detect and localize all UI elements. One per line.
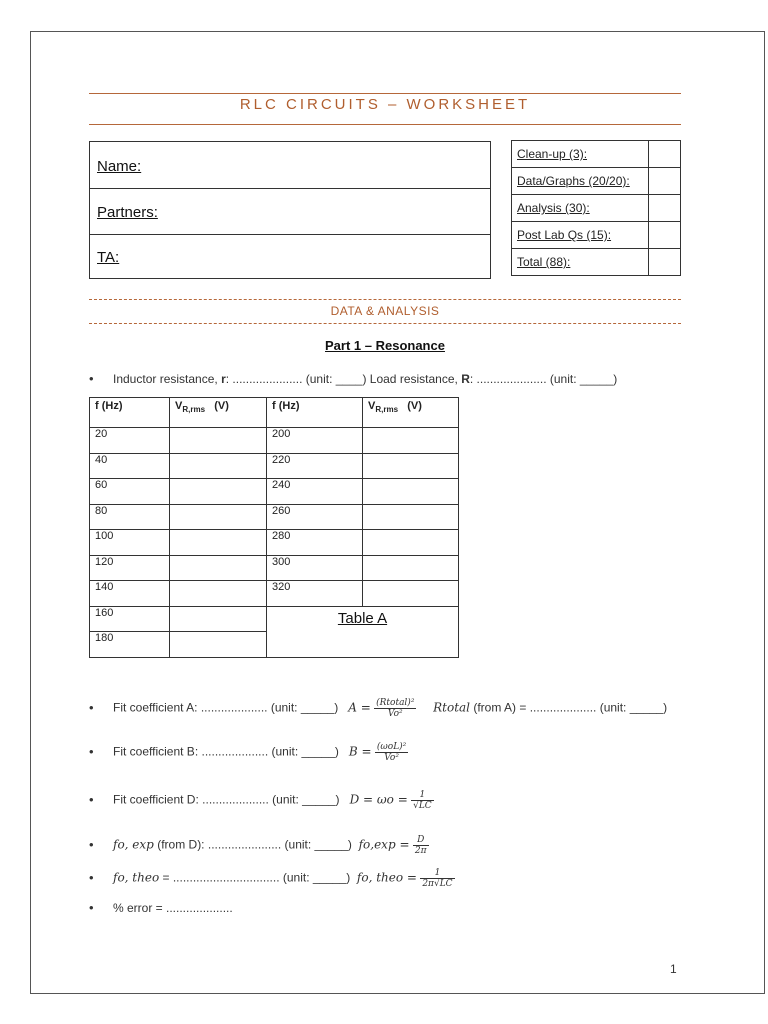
grading-score-total[interactable]: [649, 249, 681, 276]
f-exp-text: (from D): ...................... (unit: _____): [153, 837, 352, 852]
section-rule-bottom: [89, 323, 681, 324]
table-row: [90, 428, 459, 454]
freq-cell: 300: [267, 555, 363, 581]
fraction-numerator: (Rtotal)²: [376, 698, 415, 708]
voltage-cell[interactable]: [170, 632, 267, 658]
fraction-numerator: 1: [411, 790, 434, 801]
header-subscript: R,rms: [375, 405, 399, 415]
fit-b-line: [89, 742, 408, 763]
bullet-icon: •: [89, 699, 94, 715]
student-info-box: [89, 141, 491, 279]
grading-row: [512, 168, 681, 195]
table-row: [90, 581, 459, 607]
worksheet-title: RLC CIRCUITS – WORKSHEET: [239, 96, 531, 113]
f-exp-symbol: fo, exp: [113, 837, 154, 852]
resonance-data-table: [89, 397, 459, 658]
fraction-denominator: 2π√LC: [422, 879, 453, 889]
freq-cell: 40: [90, 453, 170, 479]
f-theo-symbol: fo, theo: [113, 870, 160, 885]
voltage-cell[interactable]: [363, 530, 459, 556]
fraction-numerator: 1: [420, 868, 454, 879]
grading-row: [512, 141, 681, 168]
fraction-denominator: Vo²: [387, 709, 403, 719]
fit-a-label: Fit coefficient A: .................... (unit: _____): [113, 700, 339, 715]
freq-cell: 140: [90, 581, 170, 607]
resistance-text: Inductor resistance,: [113, 372, 222, 386]
f-theo-formula-lhs: fo, theo =: [356, 870, 417, 885]
fraction-numerator: D: [413, 835, 429, 846]
fit-a-fraction: [374, 698, 416, 719]
part-title: Part 1 – Resonance: [325, 338, 445, 353]
freq-cell: 260: [267, 504, 363, 530]
bullet-icon: •: [89, 900, 94, 915]
freq-cell: 60: [90, 479, 170, 505]
fraction-denominator: Vo²: [384, 753, 399, 763]
fit-b-formula-lhs: B =: [348, 744, 372, 759]
f-exp-formula-lhs: fo,exp =: [358, 837, 410, 852]
grading-row: [512, 195, 681, 222]
partners-label: Partners:: [97, 204, 158, 221]
ta-row[interactable]: [90, 234, 490, 280]
freq-cell: 160: [90, 606, 170, 632]
grading-label-analysis: Analysis (30):: [512, 195, 649, 222]
voltage-cell[interactable]: [363, 479, 459, 505]
freq-cell: 240: [267, 479, 363, 505]
f-theo-line: [89, 868, 455, 889]
table-caption: Table A: [337, 609, 388, 627]
voltage-cell[interactable]: [363, 453, 459, 479]
bullet-icon: •: [89, 836, 94, 852]
fit-d-line: [89, 790, 434, 811]
bullet-icon: •: [89, 869, 94, 885]
grading-label-post-lab: Post Lab Qs (15):: [512, 222, 649, 249]
bullet-icon: •: [89, 371, 94, 386]
grading-table: [511, 140, 681, 276]
fit-d-fraction: [411, 790, 434, 811]
section-heading: DATA & ANALYSIS: [330, 304, 440, 318]
resistance-text: : ..................... (unit: _____): [469, 372, 618, 386]
freq-cell: 80: [90, 504, 170, 530]
fit-d-label: Fit coefficient D: .................... (unit: _____): [113, 792, 340, 807]
grading-label-cleanup: Clean-up (3):: [512, 141, 649, 168]
freq-cell: 200: [267, 428, 363, 454]
voltage-cell[interactable]: [363, 504, 459, 530]
freq-cell: 120: [90, 555, 170, 581]
partners-row[interactable]: [90, 188, 490, 234]
f-exp-line: [89, 835, 429, 856]
resistance-line: [89, 371, 617, 386]
freq-cell: 180: [90, 632, 170, 658]
table-row: [90, 504, 459, 530]
freq-cell: 20: [90, 428, 170, 454]
resistance-text: : ..................... (unit: ____) Load resistance,: [225, 372, 462, 386]
section-rule-top: [89, 299, 681, 300]
voltage-cell[interactable]: [170, 606, 267, 632]
f-exp-fraction: [413, 835, 429, 856]
voltage-cell[interactable]: [170, 530, 267, 556]
header-vr-right: $V_{R,rms}$ (V): [363, 398, 459, 428]
grading-label-data-graphs: Data/Graphs (20/20):: [512, 168, 649, 195]
fit-d-formula-lhs: D = ωo =: [349, 792, 408, 807]
header-f-right: f (Hz): [267, 398, 363, 428]
grading-label-total: Total (88):: [512, 249, 649, 276]
freq-cell: 280: [267, 530, 363, 556]
freq-cell: 320: [267, 581, 363, 607]
f-theo-text: = ................................ (unit: _____): [159, 870, 351, 885]
header-vr-left: $V_{R,rms}$ (V): [170, 398, 267, 428]
voltage-cell[interactable]: [363, 555, 459, 581]
table-row: [90, 606, 459, 632]
R-symbol: R: [461, 372, 470, 386]
voltage-cell[interactable]: [170, 428, 267, 454]
bullet-icon: •: [89, 791, 94, 807]
grading-row: [512, 249, 681, 276]
name-row[interactable]: [90, 142, 490, 188]
grading-score-data-graphs[interactable]: [649, 168, 681, 195]
grading-score-cleanup[interactable]: [649, 141, 681, 168]
name-label: Name:: [97, 158, 142, 175]
percent-error-label: % error = ....................: [113, 901, 233, 915]
f-theo-fraction: [420, 868, 454, 889]
table-row: [90, 479, 459, 505]
fraction-denominator: √LC: [413, 801, 432, 811]
header-f-left: f (Hz): [90, 398, 170, 428]
grading-score-post-lab[interactable]: [649, 222, 681, 249]
page-number: 1: [670, 962, 677, 976]
voltage-cell[interactable]: [170, 504, 267, 530]
table-row: [90, 530, 459, 556]
voltage-cell[interactable]: [363, 581, 459, 607]
ta-label: TA:: [97, 249, 120, 266]
voltage-cell[interactable]: [170, 453, 267, 479]
r-symbol: r: [221, 372, 226, 386]
grading-row: [512, 222, 681, 249]
table-row: [90, 453, 459, 479]
title-rule-top: [89, 93, 681, 94]
freq-cell: 220: [267, 453, 363, 479]
voltage-cell[interactable]: [170, 555, 267, 581]
fit-b-label: Fit coefficient B: .................... (unit: _____): [113, 744, 339, 759]
title-rule-bottom: [89, 124, 681, 125]
fit-a-line: [89, 698, 667, 719]
grading-score-analysis[interactable]: [649, 195, 681, 222]
bullet-icon: •: [89, 743, 94, 759]
fraction-denominator: 2π: [414, 846, 427, 856]
voltage-cell[interactable]: [170, 581, 267, 607]
table-row: [90, 555, 459, 581]
voltage-cell[interactable]: [363, 428, 459, 454]
fit-a-rtotal-text: (from A) = .................... (unit: _____): [470, 700, 668, 715]
header-subscript: R,rms: [182, 405, 206, 415]
percent-error-line: [89, 900, 233, 915]
rtotal-symbol: Rtotal: [433, 700, 471, 715]
table-caption-cell: [267, 606, 459, 657]
voltage-cell[interactable]: [170, 479, 267, 505]
table-header-row: [90, 398, 459, 428]
fit-b-fraction: [375, 742, 408, 763]
freq-cell: 100: [90, 530, 170, 556]
fit-a-formula-lhs: A =: [348, 700, 371, 715]
fraction-numerator: (ωoL)²: [376, 742, 407, 752]
